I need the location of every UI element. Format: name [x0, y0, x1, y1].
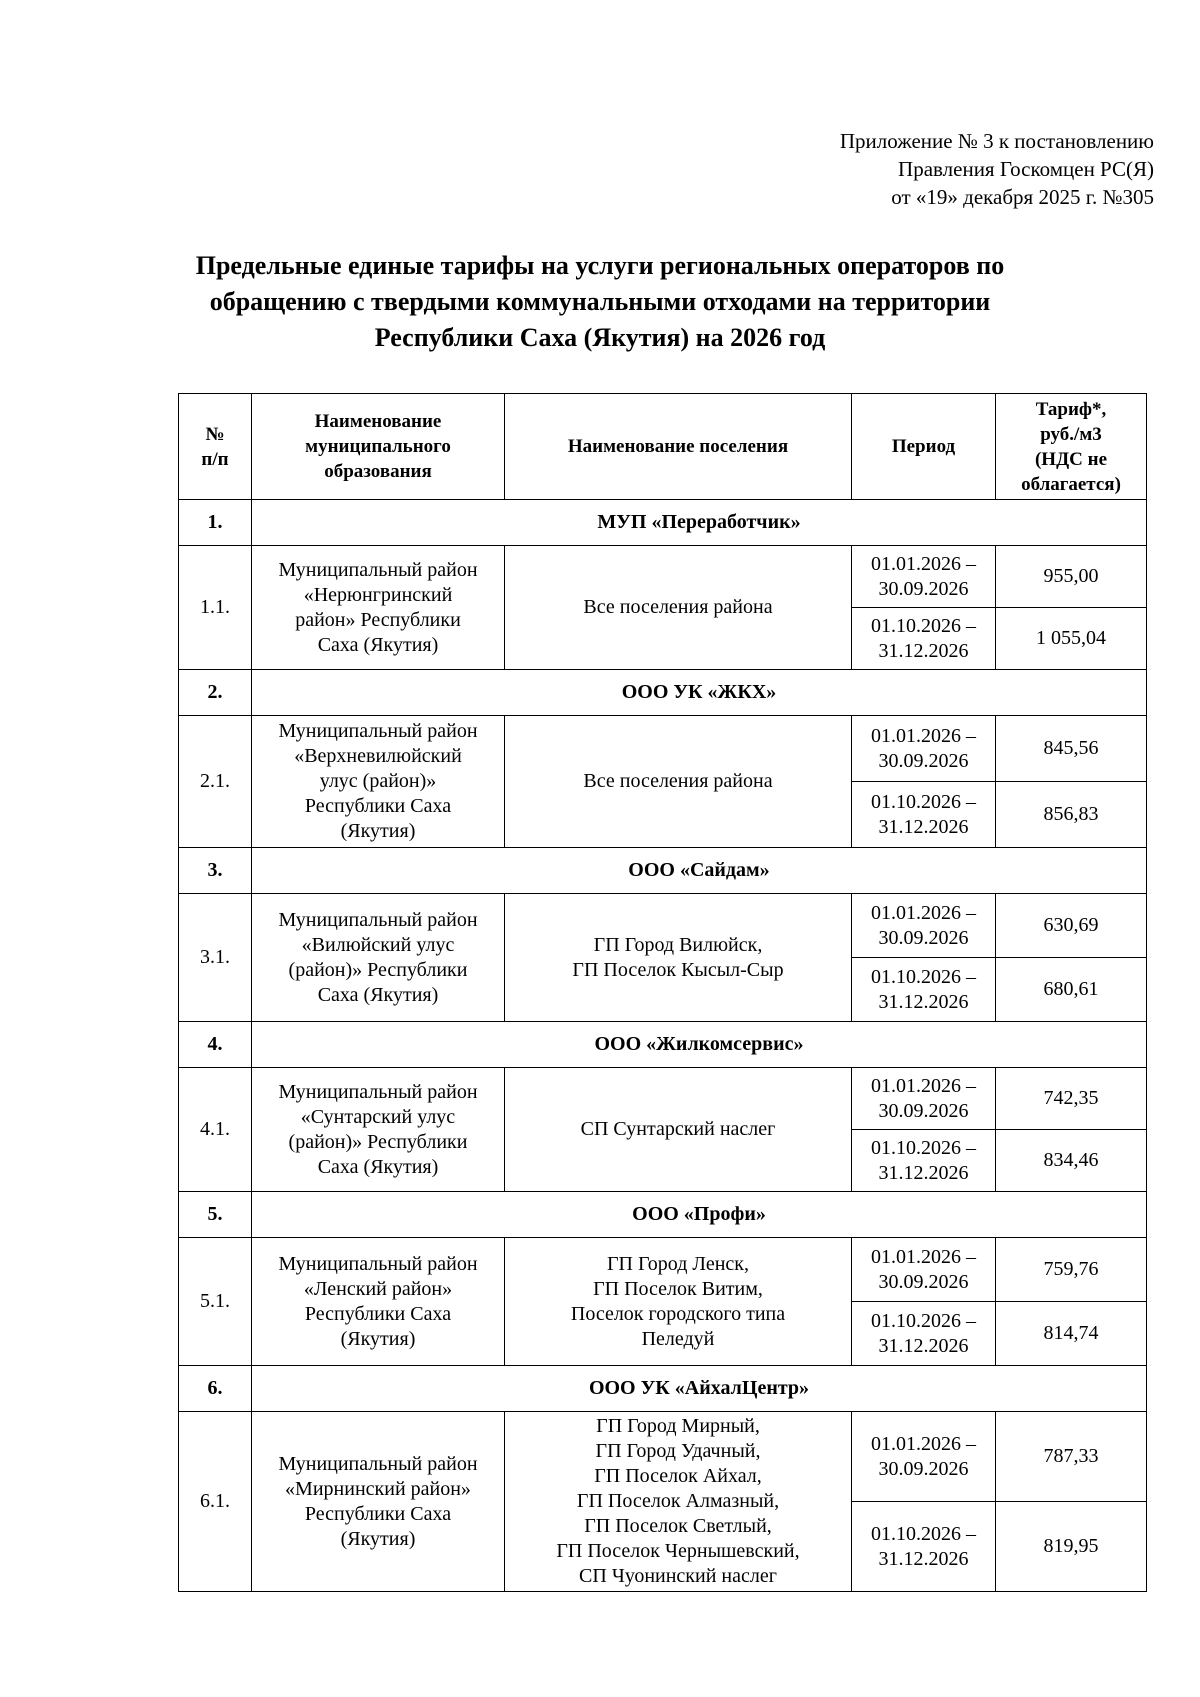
tariff-value: 819,95	[996, 1502, 1147, 1592]
operator-name: ООО «Сайдам»	[252, 848, 1147, 894]
table-row	[179, 1068, 1147, 1130]
municipality-name	[252, 716, 505, 848]
municipality-line: Саха (Якутия)	[317, 1155, 439, 1178]
table-row	[179, 1238, 1147, 1302]
document-title	[80, 248, 1120, 356]
period-line: 31.12.2026	[878, 1547, 969, 1570]
period-line: 01.10.2026 –	[871, 1309, 976, 1332]
tariff-value: 742,35	[996, 1068, 1147, 1130]
operator-name: МУП «Переработчик»	[252, 500, 1147, 546]
period-line: 30.09.2026	[878, 1457, 969, 1480]
period-cell	[852, 1130, 996, 1192]
settlement-names	[505, 546, 852, 670]
municipality-line: (Якутия)	[340, 820, 416, 842]
period-line: 30.09.2026	[878, 1099, 969, 1122]
tariff-value: 834,46	[996, 1130, 1147, 1192]
period-line: 01.01.2026 –	[871, 1074, 976, 1097]
row-number: 3.1.	[179, 894, 252, 1022]
header-tariff: Тариф*, руб./м3 (НДС не облагается)	[996, 394, 1147, 500]
municipality-line: Саха (Якутия)	[317, 633, 439, 656]
period-cell	[852, 1238, 996, 1302]
period-line: 01.10.2026 –	[871, 790, 976, 813]
tariff-value: 759,76	[996, 1238, 1147, 1302]
settlement-line: ГП Поселок Витим,	[593, 1277, 763, 1300]
settlement-names	[505, 1412, 852, 1592]
organization-row	[179, 670, 1147, 716]
municipality-line: улус (район)»	[319, 770, 437, 792]
settlement-line: ГП Поселок Айхал,	[594, 1465, 762, 1487]
header-municipality: Наименование муниципального образования	[252, 394, 505, 500]
row-number: 2.1.	[179, 716, 252, 848]
tariff-value: 680,61	[996, 958, 1147, 1022]
settlement-line: ГП Город Удачный,	[595, 1440, 761, 1462]
settlement-line: Все поселения района	[583, 770, 773, 792]
tariff-value: 856,83	[996, 782, 1147, 848]
organization-row	[179, 1192, 1147, 1238]
group-number: 3.	[179, 848, 252, 894]
municipality-line: Республики Саха	[304, 1302, 452, 1325]
settlement-line: СП Сунтарский наслег	[580, 1118, 776, 1140]
settlement-line: ГП Поселок Кысыл-Сыр	[572, 958, 784, 981]
settlement-line: Все поселения района	[583, 596, 773, 618]
settlement-names	[505, 1238, 852, 1366]
row-number: 6.1.	[179, 1412, 252, 1592]
approval-line-3: от «19» декабря 2025 г. №305	[891, 185, 1154, 209]
municipality-line: Муниципальный район	[278, 908, 478, 931]
period-line: 01.10.2026 –	[871, 965, 976, 988]
header-period: Период	[852, 394, 996, 500]
tariff-value: 1 055,04	[996, 608, 1147, 670]
municipality-line: «Нерюнгринский	[303, 583, 453, 606]
municipality-name	[252, 1068, 505, 1192]
municipality-name	[252, 894, 505, 1022]
period-line: 01.10.2026 –	[871, 614, 976, 637]
period-line: 30.09.2026	[878, 749, 969, 772]
settlement-line: Пеледуй	[641, 1327, 715, 1350]
municipality-line: Республики Саха	[304, 1502, 452, 1525]
group-number: 4.	[179, 1022, 252, 1068]
tariff-table	[178, 393, 1147, 1592]
municipality-name	[252, 1412, 505, 1592]
tariff-value: 787,33	[996, 1412, 1147, 1502]
group-number: 2.	[179, 670, 252, 716]
settlement-line: ГП Поселок Чернышевский,	[556, 1540, 800, 1562]
period-line: 31.12.2026	[878, 1334, 969, 1357]
municipality-line: «Сунтарский улус	[300, 1105, 456, 1128]
approval-line-1: Приложение № 3 к постановлению	[839, 129, 1154, 153]
period-cell	[852, 1412, 996, 1502]
municipality-line: Муниципальный район	[278, 1252, 478, 1275]
municipality-line: район» Республики	[295, 608, 461, 631]
header-num: № п/п	[179, 394, 252, 500]
title-line-3: Республики Саха (Якутия) на 2026 год	[374, 323, 826, 352]
municipality-line: «Вилюйский улус	[301, 933, 455, 956]
operator-name: ООО УК «АйхалЦентр»	[252, 1366, 1147, 1412]
municipality-line: Муниципальный район	[278, 1080, 478, 1103]
table-row	[179, 546, 1147, 608]
municipality-line: (Якутия)	[340, 1527, 416, 1550]
period-line: 31.12.2026	[878, 639, 969, 662]
municipality-line: «Мирнинский район»	[285, 1477, 471, 1500]
title-line-1: Предельные единые тарифы на услуги региональных операторов по	[195, 251, 1005, 280]
period-cell	[852, 1302, 996, 1366]
operator-name: ООО «Профи»	[252, 1192, 1147, 1238]
period-line: 01.01.2026 –	[871, 901, 976, 924]
period-line: 31.12.2026	[878, 815, 969, 838]
municipality-line: «Верхневилюйский	[294, 745, 462, 767]
period-line: 30.09.2026	[878, 926, 969, 949]
period-line: 01.10.2026 –	[871, 1136, 976, 1159]
group-number: 6.	[179, 1366, 252, 1412]
municipality-line: Муниципальный район	[278, 720, 478, 742]
period-line: 01.10.2026 –	[871, 1522, 976, 1545]
table-row	[179, 716, 1147, 782]
title-line-2: обращению с твердыми коммунальными отходами на территории	[209, 287, 991, 316]
organization-row	[179, 848, 1147, 894]
period-line: 01.01.2026 –	[871, 724, 976, 747]
period-line: 01.01.2026 –	[871, 1432, 976, 1455]
settlement-line: ГП Поселок Алмазный,	[576, 1490, 780, 1512]
table-header-row	[179, 394, 1147, 500]
period-cell	[852, 608, 996, 670]
table-row	[179, 1412, 1147, 1502]
period-cell	[852, 782, 996, 848]
table-row	[179, 894, 1147, 958]
organization-row	[179, 1366, 1147, 1412]
settlement-names	[505, 1068, 852, 1192]
operator-name: ООО УК «ЖКХ»	[252, 670, 1147, 716]
approval-note	[594, 127, 1154, 211]
group-number: 5.	[179, 1192, 252, 1238]
period-line: 30.09.2026	[878, 577, 969, 600]
municipality-line: «Ленский район»	[303, 1277, 453, 1300]
operator-name: ООО «Жилкомсервис»	[252, 1022, 1147, 1068]
settlement-names	[505, 716, 852, 848]
period-line: 31.12.2026	[878, 1161, 969, 1184]
row-number: 4.1.	[179, 1068, 252, 1192]
municipality-line: (район)» Республики	[288, 1130, 468, 1153]
organization-row	[179, 500, 1147, 546]
period-cell	[852, 958, 996, 1022]
settlement-line: ГП Город Вилюйск,	[593, 933, 763, 956]
period-cell	[852, 1068, 996, 1130]
period-cell	[852, 1502, 996, 1592]
municipality-line: Муниципальный район	[278, 1452, 478, 1475]
municipality-line: (район)» Республики	[288, 958, 468, 981]
settlement-line: ГП Город Мирный,	[596, 1415, 760, 1437]
approval-line-2: Правления Госкомцен РС(Я)	[898, 157, 1154, 181]
municipality-line: Республики Саха	[304, 795, 452, 817]
group-number: 1.	[179, 500, 252, 546]
period-line: 31.12.2026	[878, 990, 969, 1013]
settlement-line: ГП Поселок Светлый,	[584, 1515, 772, 1537]
tariff-value: 955,00	[996, 546, 1147, 608]
period-line: 30.09.2026	[878, 1270, 969, 1293]
municipality-name	[252, 546, 505, 670]
organization-row	[179, 1022, 1147, 1068]
period-cell	[852, 546, 996, 608]
period-line: 01.01.2026 –	[871, 552, 976, 575]
settlement-line: Поселок городского типа	[570, 1302, 786, 1325]
tariff-value: 814,74	[996, 1302, 1147, 1366]
municipality-line: Саха (Якутия)	[317, 983, 439, 1006]
settlement-line: СП Чуонинский наслег	[579, 1565, 777, 1587]
period-cell	[852, 716, 996, 782]
tariff-value: 845,56	[996, 716, 1147, 782]
tariff-value: 630,69	[996, 894, 1147, 958]
period-line: 01.01.2026 –	[871, 1245, 976, 1268]
municipality-name	[252, 1238, 505, 1366]
settlement-names	[505, 894, 852, 1022]
row-number: 5.1.	[179, 1238, 252, 1366]
settlement-line: ГП Город Ленск,	[606, 1252, 749, 1275]
period-cell	[852, 894, 996, 958]
row-number: 1.1.	[179, 546, 252, 670]
municipality-line: (Якутия)	[340, 1327, 416, 1350]
municipality-line: Муниципальный район	[278, 558, 478, 581]
header-settlement: Наименование поселения	[505, 394, 852, 500]
